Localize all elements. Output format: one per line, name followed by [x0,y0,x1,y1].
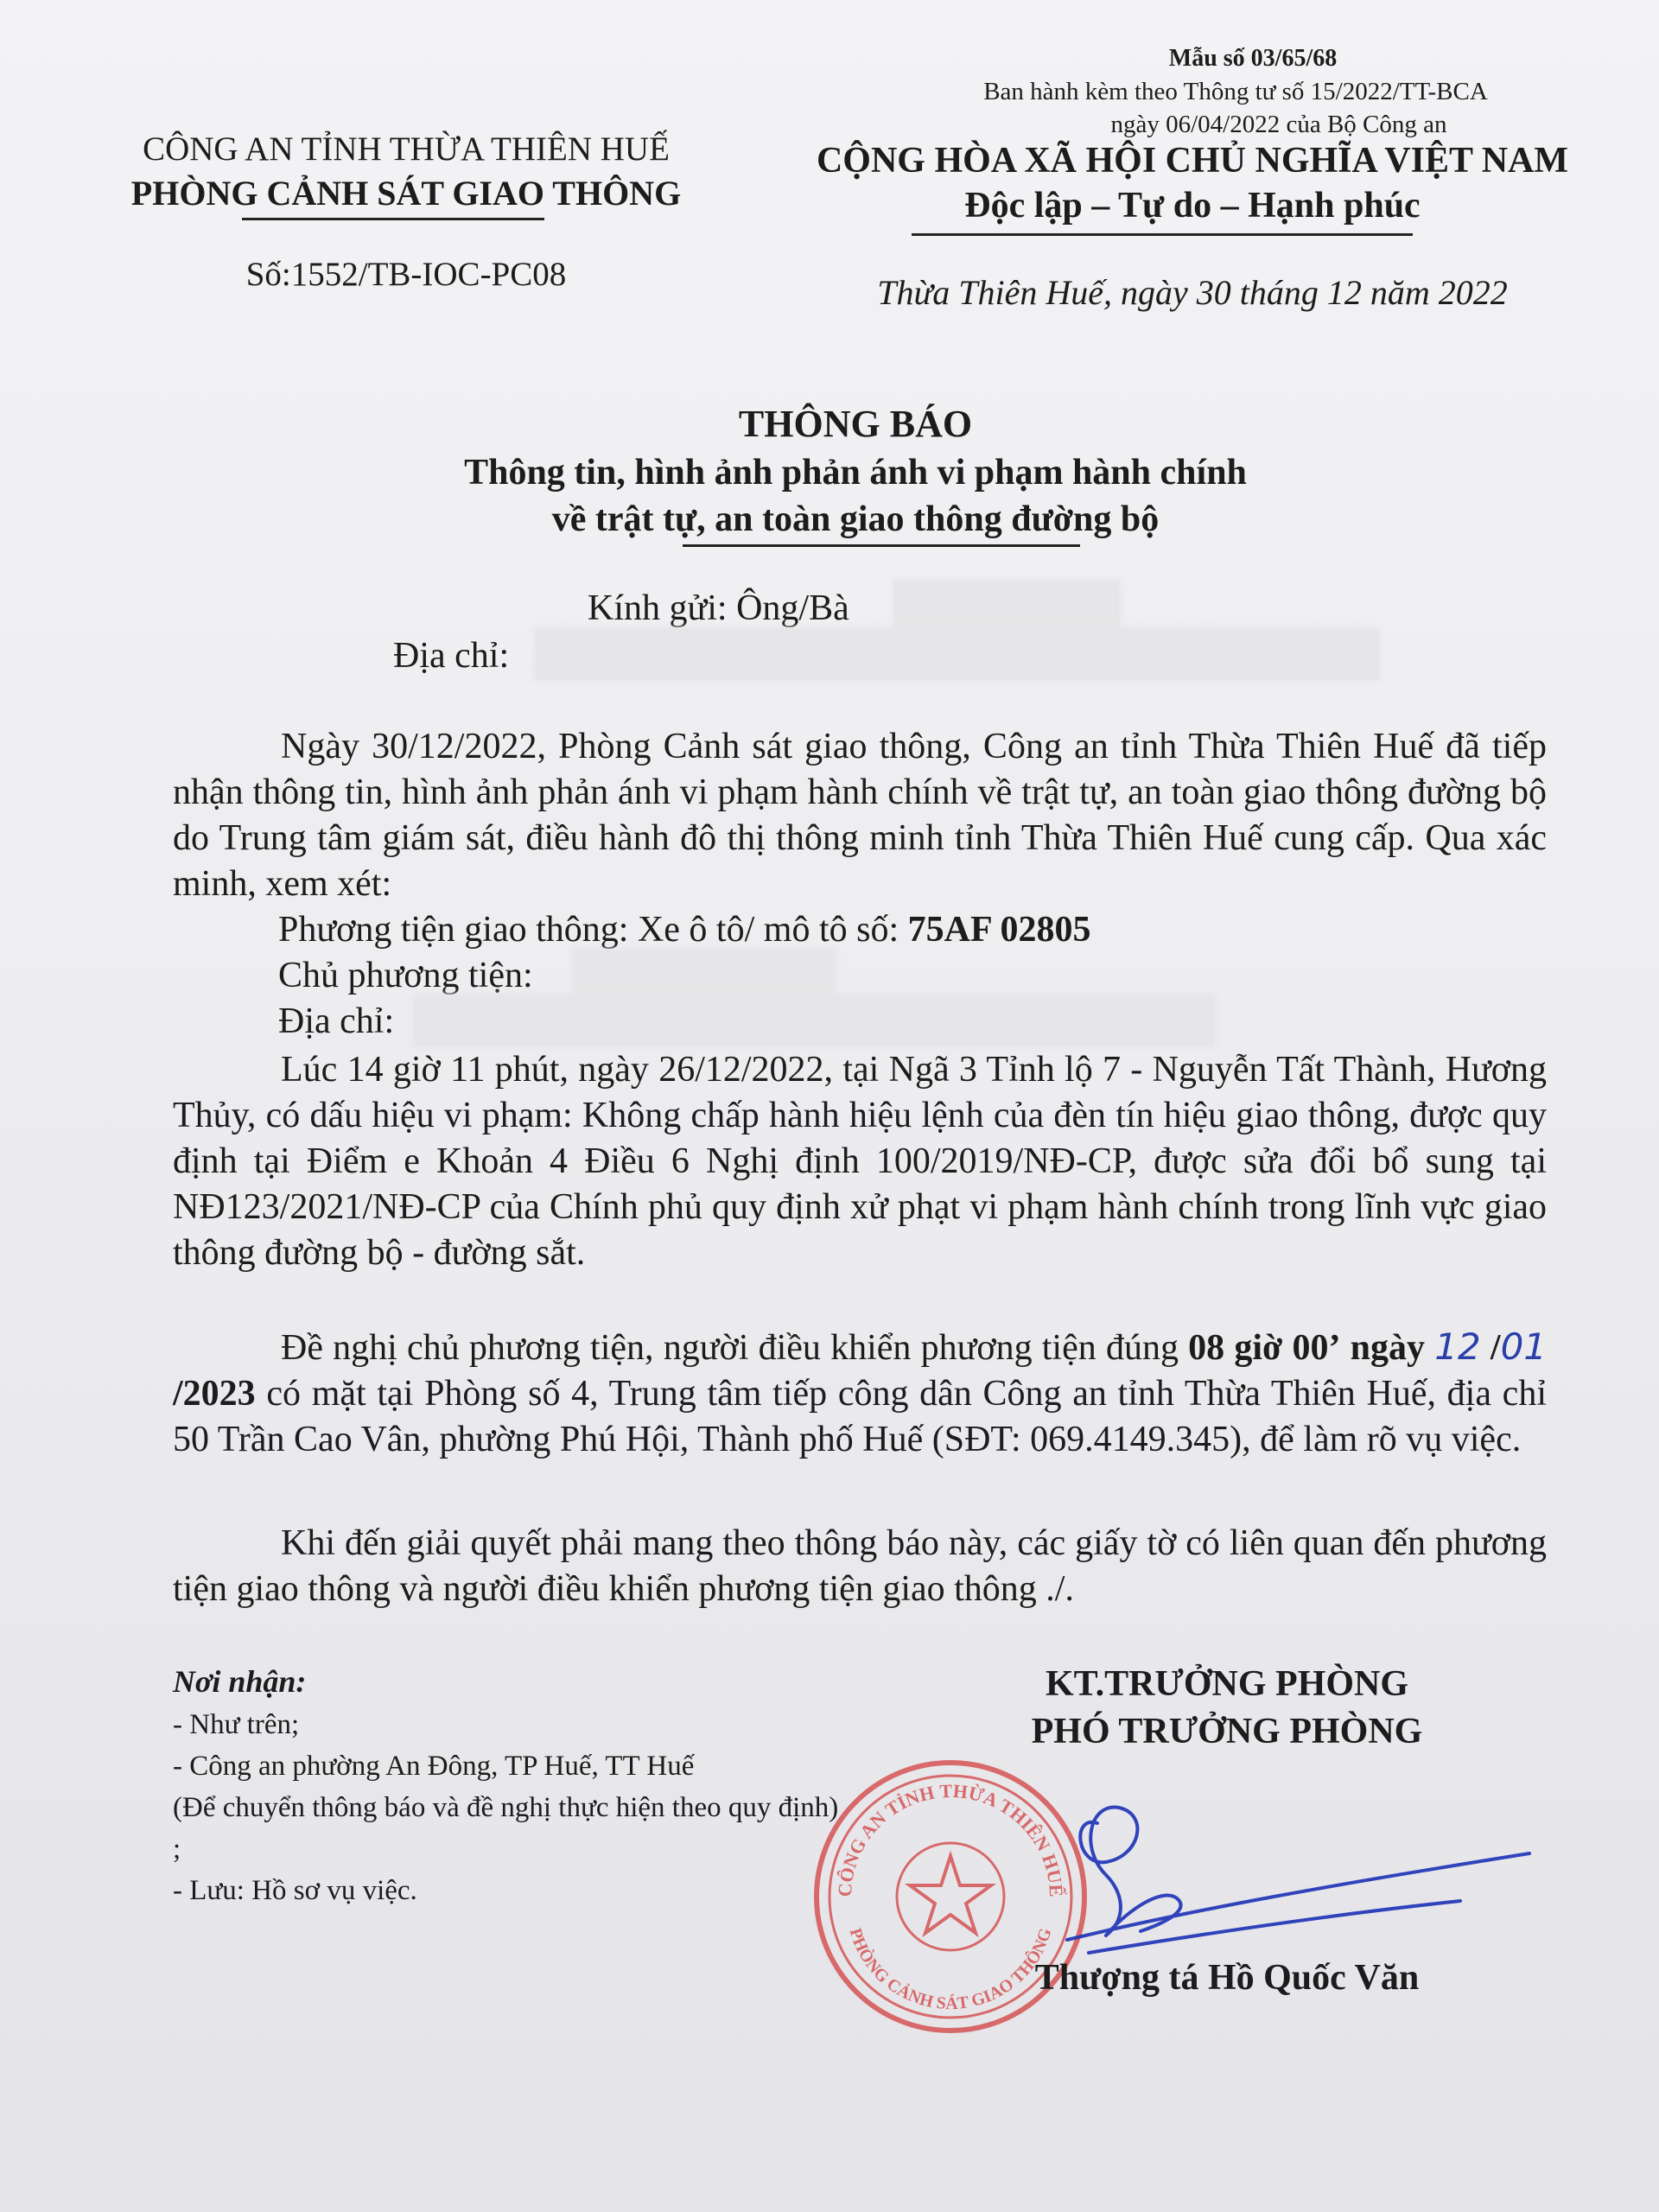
summons-start: Đề nghị chủ phương tiện, người điều khiển phương tiện đúng [281,1328,1179,1368]
place-date: Thừa Thiên Huế, ngày 30 tháng 12 năm 2022 [877,273,1508,312]
redacted-owner-name [575,950,834,998]
summons-time: 08 giờ 00’ [1188,1328,1341,1368]
summons-year: /2023 [173,1374,256,1414]
summons-month-handwritten: 01 [1500,1325,1548,1368]
owner-label: Chủ phương tiện: [278,956,533,995]
agency-parent: CÔNG AN TỈNH THỪA THIÊN HUẾ [143,130,670,168]
summons-rest: có mặt tại Phòng số 4, Trung tâm tiếp công dân Công an tỉnh Thừa Thiên Huế, địa chỉ 50 Trần Cao Vân, phường Phú Hội, Thành phố Huế (SĐT: 069.4149.345), để làm rõ vụ việc. [173,1374,1547,1459]
signature-title-1: KT.TRƯỞNG PHÒNG [1046,1664,1408,1704]
agency-name: PHÒNG CẢNH SÁT GIAO THÔNG [130,174,682,213]
vehicle-label: Phương tiện giao thông: Xe ô tô/ mô tô số: [278,910,899,950]
paragraph-receipt: Ngày 30/12/2022, Phòng Cảnh sát giao thông, Công an tỉnh Thừa Thiên Huế đã tiếp nhận thông tin, hình ảnh phản ánh vi phạm hành chính về trật tự, an toàn giao thông đường bộ do Trung tâm giám sát, điều hành đô thị thông minh tỉnh Thừa Thiên Huế cung cấp. Qua xác minh, xem xét: [173,727,1547,904]
doc-number: Số:1552/TB-IOC-PC08 [245,256,567,293]
owner-address-label: Địa chỉ: [278,1001,395,1041]
handwritten-signature [976,1754,1547,1979]
agency-underline [242,218,544,220]
paragraph-documents: Khi đến giải quyết phải mang theo thông báo này, các giấy tờ có liên quan đến phương tiện giao thông và người điều khiển phương tiện giao thông ./. [173,1523,1547,1609]
national-motto: Độc lập – Tự do – Hạnh phúc [964,186,1421,226]
title-underline [683,544,1080,547]
paragraph-summons: Đề nghị chủ phương tiện, người điều khiển phương tiện đúng 08 giờ 00’ ngày 12 /01 /2023 có mặt tại Phòng số 4, Trung tâm tiếp công dân Công an tỉnh Thừa Thiên Huế, địa chỉ 50 Trần Cao Vân, phường Phú Hội, Thành phố Huế (SĐT: 069.4149.345), để làm rõ vụ việc. [173,1325,1548,1459]
notice-title: THÔNG BÁO [738,403,973,445]
vehicle-plate: 75AF 02805 [907,910,1091,950]
paragraph-violation: Lúc 14 giờ 11 phút, ngày 26/12/2022, tại Ngã 3 Tỉnh lộ 7 - Nguyễn Tất Thành, Hương Thủy, có dấu hiệu vi phạm: Không chấp hành hiệu lệnh của đèn tín hiệu giao thông, được quy định tại Điểm e Khoản 4 Điều 6 Nghị định 100/2019/NĐ-CP, được sửa đổi bổ sung tại NĐ123/2021/NĐ-CP của Chính phủ quy định xử phạt vi phạm hành chính trong lĩnh vực giao thông đường bộ - đường sắt. [173,1050,1547,1273]
summons-day-word: ngày [1350,1328,1426,1368]
redacted-recipient-address [536,629,1378,679]
signer-name: Thượng tá Hồ Quốc Văn [1034,1958,1420,1998]
form-issued-line1: Ban hành kèm theo Thông tư số 15/2022/TT-BCA [983,78,1488,105]
receiver-item: - Lưu: Hồ sơ vụ việc. [173,1875,417,1906]
receiver-item: - Công an phường An Đông, TP Huế, TT Huế [173,1751,695,1782]
signature-title-2: PHÓ TRƯỞNG PHÒNG [1031,1712,1423,1751]
form-issued-line2: ngày 06/04/2022 của Bộ Công an [1110,111,1447,138]
receivers-list [173,1704,847,1911]
receiver-item: - Như trên; [173,1709,300,1740]
recipient-address-label: Địa chỉ: [393,636,510,676]
recipient-label: Kính gửi: Ông/Bà [588,588,849,628]
seal-text-top: CÔNG AN TỈNH THỪA THIÊN HUẾ [833,1779,1068,1897]
notice-subtitle-2: về trật tự, an toàn giao thông đường bộ [551,499,1160,539]
form-code: Mẫu số 03/65/68 [1168,45,1338,72]
seal-text-bottom: PHÒNG CẢNH SÁT GIAO THÔNG [845,1925,1056,2014]
notice-subtitle-1: Thông tin, hình ảnh phản ánh vi phạm hành chính [464,453,1247,493]
receivers-heading: Nơi nhận: [173,1664,307,1699]
redacted-owner-address [415,995,1214,1046]
vehicle-line [278,909,1091,950]
national-country: CỘNG HÒA XÃ HỘI CHỦ NGHĨA VIỆT NAM [816,141,1569,181]
redacted-recipient-name [894,581,1119,628]
summons-day-handwritten: 12 [1434,1325,1481,1368]
receiver-item: (Để chuyển thông báo và đề nghị thực hiện theo quy định) ; [173,1792,839,1865]
motto-underline [912,233,1413,236]
